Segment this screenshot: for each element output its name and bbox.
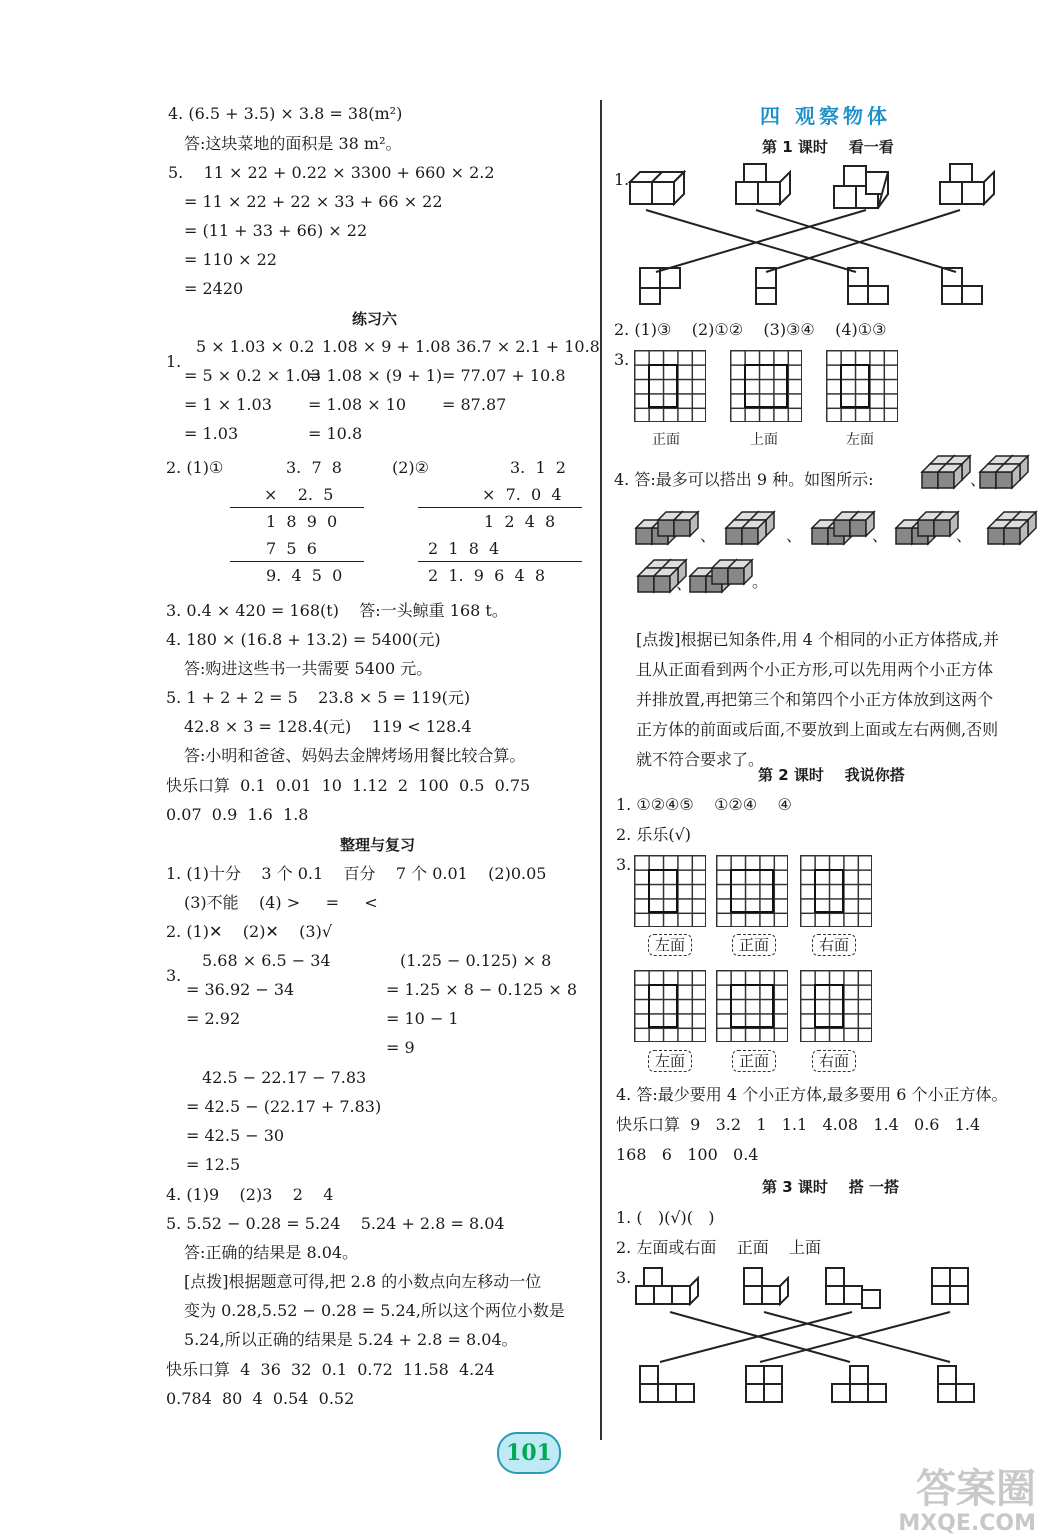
grid-left-2-shape bbox=[648, 984, 678, 1028]
vm2-row5: 2 1. 9 6 4 8 bbox=[428, 566, 546, 585]
grid-left-shape bbox=[840, 364, 870, 408]
label-front-1: 正面 bbox=[732, 934, 776, 956]
ex1-c2-2: = 1.08 × 10 bbox=[308, 395, 407, 414]
ex1-c3-1: = 77.07 + 10.8 bbox=[442, 366, 566, 385]
r3-c3-3: = 12.5 bbox=[186, 1155, 241, 1174]
quick-calc-2b: 0.784 80 4 0.54 0.52 bbox=[166, 1389, 355, 1408]
s-q1: 1. ①②④⑤ ①②④ ④ bbox=[616, 795, 792, 814]
line-area-calc: 4. (6.5 + 3.5) × 3.8 = 38(m²) bbox=[168, 104, 403, 123]
sep-6: 、 bbox=[676, 574, 693, 593]
end-mark: 。 bbox=[752, 572, 769, 591]
line-q5-step1: = 11 × 22 + 22 × 33 + 66 × 22 bbox=[184, 192, 443, 211]
label-right-1: 右面 bbox=[812, 934, 856, 956]
sep-1: 、 bbox=[970, 470, 987, 489]
r3-c3-0: 42.5 − 22.17 − 7.83 bbox=[202, 1068, 367, 1087]
heading-review: 整理与复习 bbox=[340, 836, 416, 854]
review-5-hint-2: 变为 0.28,5.52 − 0.28 = 5.24,所以这个两位小数是 bbox=[184, 1301, 565, 1320]
ex1-c1-1: = 5 × 0.2 × 1.03 bbox=[184, 366, 321, 385]
quick-calc-1: 快乐口算 0.1 0.01 10 1.12 2 100 0.5 0.75 bbox=[166, 776, 531, 795]
quick-calc-3b: 168 6 100 0.4 bbox=[616, 1145, 759, 1164]
ex1-c1-0: 5 × 1.03 × 0.2 bbox=[196, 337, 315, 356]
grid-front-1-shape bbox=[730, 869, 774, 913]
ex4-calc: 4. 180 × (16.8 + 13.2) = 5400(元) bbox=[166, 630, 441, 649]
vm1-row4: 7 5 6 bbox=[266, 539, 317, 558]
page-number: 101 bbox=[497, 1432, 561, 1474]
ex2-label-2: (2)② bbox=[392, 458, 430, 477]
sep-4: 、 bbox=[872, 526, 889, 545]
match-diagram-2 bbox=[630, 1262, 990, 1412]
line-q5-step3: = 110 × 22 bbox=[184, 250, 277, 269]
view-b bbox=[756, 268, 776, 304]
review-5-hint-1: [点拨]根据题意可得,把 2.8 的小数点向左移动一位 bbox=[184, 1272, 542, 1291]
vm2-rule2 bbox=[418, 561, 582, 562]
sep-2: 、 bbox=[700, 526, 717, 545]
label-left-1: 左面 bbox=[648, 934, 692, 956]
ex1-c2-1: = 1.08 × (9 + 1) bbox=[308, 366, 443, 385]
vm2-row4: 2 1 8 4 bbox=[428, 539, 500, 558]
t-q3-label: 3. bbox=[616, 1268, 632, 1287]
review-5-answer: 答:正确的结果是 8.04。 bbox=[184, 1243, 359, 1262]
view-g bbox=[832, 1366, 886, 1402]
line-q5-step2: = (11 + 33 + 66) × 22 bbox=[184, 221, 368, 240]
ex1-label: 1. bbox=[166, 352, 182, 371]
block-b bbox=[744, 1268, 788, 1304]
ex3: 3. 0.4 × 420 = 168(t) 答:一头鲸重 168 t。 bbox=[166, 601, 508, 620]
grid-right-2-shape bbox=[814, 984, 844, 1028]
vm1-row5: 9. 4 5 0 bbox=[266, 566, 343, 585]
lesson-1-heading: 第 1 课时 看一看 bbox=[762, 138, 894, 156]
r3-c3-2: = 42.5 − 30 bbox=[186, 1126, 285, 1145]
quick-calc-2: 快乐口算 4 36 32 0.1 0.72 11.58 4.24 bbox=[166, 1360, 495, 1379]
hint-line-2: 且从正面看到两个小正方形,可以先用两个小正方体 bbox=[636, 660, 994, 679]
quick-calc-1b: 0.07 0.9 1.6 1.8 bbox=[166, 805, 309, 824]
cube-group-2 bbox=[736, 164, 790, 204]
vm2-row1: 3. 1 2 bbox=[510, 458, 566, 477]
label-left-2: 左面 bbox=[648, 1050, 692, 1072]
s-q4: 4. 答:最少要用 4 个小正方体,最多要用 6 个小正方体。 bbox=[616, 1085, 1008, 1104]
ex1-c2-3: = 10.8 bbox=[308, 424, 363, 443]
r3-c2-3: = 9 bbox=[386, 1038, 415, 1057]
r3-c2-2: = 10 − 1 bbox=[386, 1009, 459, 1028]
r3-c1-2: = 2.92 bbox=[186, 1009, 241, 1028]
ex5-calc: 5. 1 + 2 + 2 = 5 23.8 × 5 = 119(元) bbox=[166, 688, 471, 707]
ex5-compare: 42.8 × 3 = 128.4(元) 119 < 128.4 bbox=[184, 717, 472, 736]
lesson-2-heading: 第 2 课时 我说你搭 bbox=[758, 766, 905, 784]
ex4-answer: 答:购进这些书一共需要 5400 元。 bbox=[184, 659, 433, 678]
match-diagram-1 bbox=[616, 160, 996, 310]
sep-3: 、 bbox=[786, 526, 803, 545]
grid-front-2-shape bbox=[730, 984, 774, 1028]
view-c bbox=[848, 268, 888, 304]
grid-top-shape bbox=[744, 364, 788, 408]
review-5-calc: 5. 5.52 − 0.28 = 5.24 5.24 + 2.8 = 8.04 bbox=[166, 1214, 505, 1233]
ex1-c3-2: = 87.87 bbox=[442, 395, 507, 414]
block-d bbox=[932, 1268, 968, 1304]
ex1-c3-0: 36.7 × 2.1 + 10.8 bbox=[456, 337, 600, 356]
t-q1: 1. ( )(√)( ) bbox=[616, 1208, 715, 1227]
review-2: 2. (1)✕ (2)✕ (3)√ bbox=[166, 922, 333, 941]
quick-calc-3: 快乐口算 9 3.2 1 1.1 4.08 1.4 0.6 1.4 bbox=[616, 1115, 981, 1134]
review-3-label: 3. bbox=[166, 966, 182, 985]
ex1-c1-2: = 1 × 1.03 bbox=[184, 395, 272, 414]
heading-exercise-6: 练习六 bbox=[352, 310, 398, 328]
view-d bbox=[942, 268, 982, 304]
review-5-hint-3: 5.24,所以正确的结果是 5.24 + 2.8 = 8.04。 bbox=[184, 1330, 518, 1349]
label-front-2: 正面 bbox=[732, 1050, 776, 1072]
ex5-answer: 答:小明和爸爸、妈妈去金牌烤场用餐比较合算。 bbox=[184, 746, 526, 765]
label-front: 正面 bbox=[652, 432, 680, 448]
s-q2: 2. 乐乐(√) bbox=[616, 825, 692, 844]
grid-front-shape bbox=[648, 364, 678, 408]
r3-c1-1: = 36.92 − 34 bbox=[186, 980, 295, 999]
line-q5-result: = 2420 bbox=[184, 279, 244, 298]
sep-5: 、 bbox=[956, 526, 973, 545]
column-divider bbox=[600, 100, 602, 1440]
ex1-c2-0: 1.08 × 9 + 1.08 bbox=[322, 337, 451, 356]
grid-left-1-shape bbox=[648, 869, 678, 913]
lesson-3-heading: 第 3 课时 搭 一搭 bbox=[762, 1178, 899, 1196]
vm2-row3: 1 2 4 8 bbox=[484, 512, 556, 531]
review-4: 4. (1)9 (2)3 2 4 bbox=[166, 1185, 334, 1204]
view-e bbox=[640, 1366, 694, 1402]
line-q5: 5. 11 × 22 + 0.22 × 3300 + 660 × 2.2 bbox=[168, 163, 495, 182]
label-left: 左面 bbox=[846, 432, 874, 448]
t-q2: 2. 左面或右面 正面 上面 bbox=[616, 1238, 822, 1257]
vm1-row1: 3. 7 8 bbox=[286, 458, 342, 477]
cube-group-4 bbox=[940, 164, 994, 204]
hint-line-3: 并排放置,再把第三个和第四个小正方体放到这两个 bbox=[636, 690, 994, 709]
r3-c2-0: (1.25 − 0.125) × 8 bbox=[400, 951, 552, 970]
grid-right-1-shape bbox=[814, 869, 844, 913]
r3-c3-1: = 42.5 − (22.17 + 7.83) bbox=[186, 1097, 382, 1116]
review-1a: 1. (1)十分 3 个 0.1 百分 7 个 0.01 (2)0.05 bbox=[166, 864, 547, 883]
s-q3-label: 3. bbox=[616, 855, 632, 874]
section-title: 四 观察物体 bbox=[760, 104, 891, 128]
block-c bbox=[826, 1268, 880, 1308]
r3-c1-0: 5.68 × 6.5 − 34 bbox=[202, 951, 331, 970]
hint-line-1: [点拨]根据已知条件,用 4 个相同的小正方体搭成,并 bbox=[636, 630, 1000, 649]
vm1-rule1 bbox=[230, 507, 364, 508]
view-a bbox=[640, 268, 680, 304]
label-top: 上面 bbox=[750, 432, 778, 448]
r-q1-label: 1. bbox=[614, 170, 630, 189]
cube-group-3 bbox=[834, 166, 888, 208]
review-1b: (3)不能 (4) > = < bbox=[184, 893, 378, 912]
r-q2: 2. (1)③ (2)①② (3)③④ (4)①③ bbox=[614, 320, 887, 339]
view-h bbox=[938, 1366, 974, 1402]
r-q4: 4. 答:最多可以搭出 9 种。如图所示: bbox=[614, 470, 874, 489]
hint-line-4: 正方体的前面或后面,不要放到上面或左右两侧,否则 bbox=[636, 720, 999, 739]
r-q3-label: 3. bbox=[614, 350, 630, 369]
view-f bbox=[746, 1366, 782, 1402]
vm1-rule2 bbox=[230, 561, 364, 562]
answer-area: 答:这块菜地的面积是 38 m²。 bbox=[184, 134, 402, 153]
watermark: 答案圈 bbox=[916, 1466, 1036, 1512]
vm1-row2: × 2. 5 bbox=[264, 485, 334, 504]
r3-c2-1: = 1.25 × 8 − 0.125 × 8 bbox=[386, 980, 578, 999]
hint-line-5: 就不符合要求了。 bbox=[636, 750, 765, 769]
ex2-label: 2. (1)① bbox=[166, 458, 224, 477]
ex1-c1-3: = 1.03 bbox=[184, 424, 239, 443]
vm1-row3: 1 8 9 0 bbox=[266, 512, 338, 531]
vm2-rule1 bbox=[418, 507, 582, 508]
block-a bbox=[636, 1268, 698, 1304]
watermark-url: MXQE.COM bbox=[898, 1511, 1036, 1536]
label-right-2: 右面 bbox=[812, 1050, 856, 1072]
vm2-row2: × 7. 0 4 bbox=[482, 485, 562, 504]
cube-group-1 bbox=[630, 172, 684, 204]
